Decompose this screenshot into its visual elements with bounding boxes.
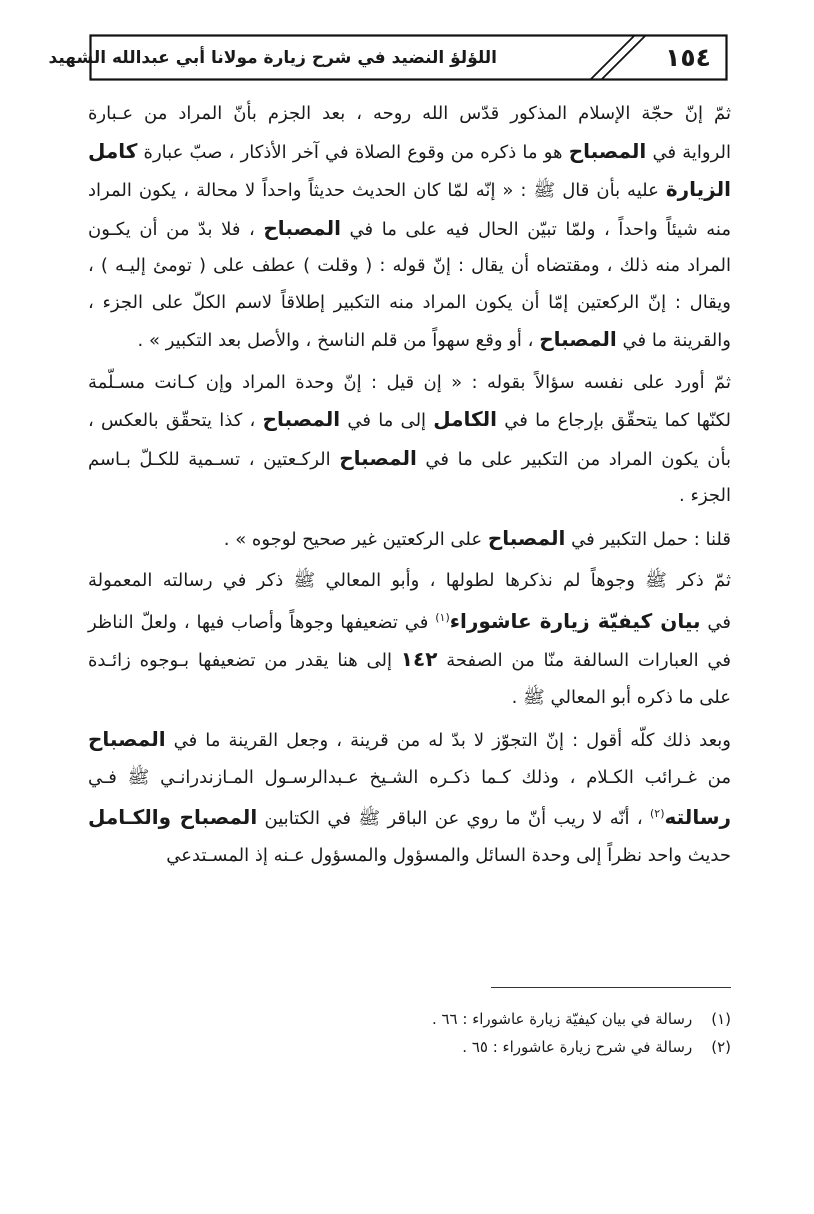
keyword: المصباح bbox=[568, 138, 647, 163]
paragraph-2 bbox=[88, 365, 731, 515]
text-line: في العبارات السالفة منّا من الصفحة ١٤٢ إلى هنا يقدر من تضعيفها بـوجوه زائـدة bbox=[88, 647, 731, 671]
paragraph-1 bbox=[88, 96, 731, 360]
footnote-number: (٢) bbox=[711, 1038, 731, 1056]
page-number: ١٥٤ bbox=[665, 43, 711, 72]
keyword: المصباح bbox=[487, 525, 566, 550]
footnote-number: (١) bbox=[711, 1010, 731, 1028]
footnote-separator bbox=[491, 987, 731, 988]
text-line: بأن يكون المراد من التكبير على ما في المصباح الركـعتين ، تسـمية للكـلّ بـاسم bbox=[88, 445, 731, 470]
text-line: ثمّ ذكر ﷺ وجوهاً لم نذكرها لطولها ، وأبو المعالي ﷺ ذكر في رسالته المعمولة bbox=[88, 570, 731, 591]
page-header bbox=[48, 33, 729, 83]
footnote-ref: (٢) bbox=[650, 807, 665, 820]
text-line: الرواية في المصباح هو ما ذكره من وقوع الصلاة في آخر الأذكار ، صبّ عبارة كامل bbox=[88, 138, 731, 163]
paragraph-4 bbox=[88, 563, 731, 716]
footnote-text: رسالة في بيان كيفيّة زيارة عاشوراء : ٦٦ . bbox=[431, 1010, 693, 1028]
paragraph-5 bbox=[88, 721, 731, 874]
text-line: الزيارة عليه بأن قال ﷺ : « إنّه لمّا كان الحديث حديثاً واحداً لا محالة ، يكون المراد bbox=[88, 177, 731, 201]
text-line: وبعد ذلك كلّه أقول : إنّ التجوّز لا بدّ له من قرينة ، وجعل القرينة ما في المصباح bbox=[88, 727, 731, 751]
keyword: الكامل bbox=[433, 407, 498, 431]
keyword: بيان كيفيّة زيارة عاشوراء bbox=[449, 608, 701, 633]
text-line: ثمّ إنّ حجّة الإسلام المذكور قدّس الله روحه ، بعد الجزم بأنّ المراد من عـبارة bbox=[88, 103, 731, 124]
keyword: كامل bbox=[88, 138, 138, 163]
text-line: قلنا : حمل التكبير في المصباح على الركعتين غير صحيح لوجوه » . bbox=[223, 525, 731, 550]
paragraph-3 bbox=[88, 520, 731, 559]
keyword: ١٤٢ bbox=[400, 647, 438, 671]
text-line: ويقال : إنّ الركعتين إمّا أن يكون المراد منه التكبير إطلاقاً لاسم الكلّ على الجزء ، bbox=[88, 291, 731, 313]
text-line: منه شيئاً واحداً ، ولمّا تبيّن الحال فيه على ما في المصباح ، فلا بدّ من أن يكـون bbox=[88, 215, 731, 240]
text-line: لكنّها كما يتحقّق بإرجاع ما في الكامل إلى ما في المصباح ، كذا يتحقّق بالعكس ، bbox=[88, 407, 731, 431]
footnote-2 bbox=[360, 1033, 731, 1061]
footnote-ref: (١) bbox=[435, 610, 450, 624]
footnote-1 bbox=[360, 1005, 731, 1033]
text-line: رسالته$^{(٢)}$ ، أنّه لا ريب أنّ ما روي عن الباقر ﷺ في الكتابين المصباح والكـامل bbox=[88, 805, 732, 829]
keyword: المصباح bbox=[339, 445, 417, 470]
keyword: المصباح bbox=[88, 727, 166, 751]
footnotes bbox=[360, 1005, 731, 1061]
text-line: من غـرائب الكـلام ، وذلك كـما ذكـره الشـيخ عـبدالرسـول المـازندرانـي ﷺ فـي bbox=[88, 766, 731, 788]
footnote-text: رسالة في شرح زيارة عاشوراء : ٦٥ . bbox=[462, 1038, 693, 1056]
text-line: حديث واحد نظراً إلى وحدة السائل والمسؤول والمسؤول عـنه إذ المسـتدعي bbox=[166, 844, 731, 866]
keyword: المصباح bbox=[262, 407, 341, 431]
text-line: المراد منه ذلك ، ومقتضاه أن يقال : إنّ قوله : ( وقلت ) عطف على ( تومئ إليـه ) ، bbox=[88, 255, 731, 276]
text-line: والقرينة ما في المصباح ، أو وقع سهواً من قلم الناسخ ، والأصل بعد التكبير » . bbox=[137, 327, 731, 351]
keyword: الزيارة bbox=[665, 177, 731, 201]
body-text bbox=[88, 96, 731, 874]
text-line: على ما ذكره أبو المعالي ﷺ . bbox=[511, 686, 731, 708]
keyword: المصباح والكـامل bbox=[88, 805, 258, 829]
running-title: اللؤلؤ النضيد في شرح زيارة مولانا أبي عبدالله الشهيد bbox=[48, 48, 497, 68]
keyword: رسالته bbox=[664, 805, 732, 829]
keyword: المصباح bbox=[263, 215, 341, 240]
text-line: الجزء . bbox=[679, 485, 731, 506]
text-line: في بيان كيفيّة زيارة عاشوراء$^{(١)}$ في تضعيفها وجوهاً وأصاب فيها ، ولعلّ الناظر bbox=[88, 608, 731, 633]
text-line: ثمّ أورد على نفسه سؤالاً بقوله : « إن قيل : إنّ وحدة المراد وإن كـانت مسـلّمة bbox=[88, 371, 731, 393]
keyword: المصباح bbox=[539, 327, 617, 351]
